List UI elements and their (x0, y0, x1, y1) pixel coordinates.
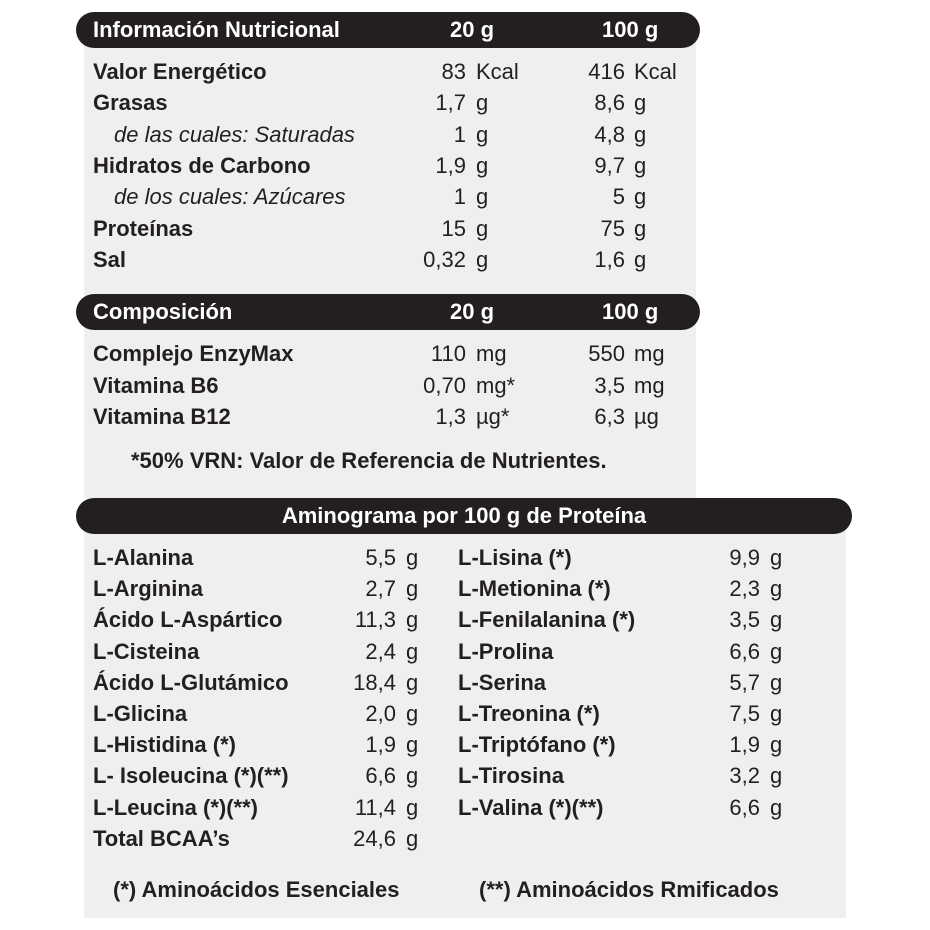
list-item (0, 698, 930, 729)
row-label: de las cuales: Saturadas (114, 121, 355, 147)
row-unit-100g: µg (634, 404, 659, 429)
list-item (0, 760, 930, 791)
row-label: Proteínas (93, 215, 194, 241)
list-item (0, 823, 930, 854)
footnote-branched: (**) Aminoácidos Rmificados (479, 877, 779, 902)
amino-unit: g (406, 576, 419, 602)
amino-unit: g (770, 607, 783, 633)
amino-value: 7,5 (729, 701, 760, 726)
row-unit-20g: g (476, 215, 489, 241)
row-value-20g: 1,3 (435, 404, 466, 429)
row-value-20g: 1,9 (435, 152, 466, 178)
amino-value: 2,0 (365, 701, 396, 726)
amino-value: 6,6 (729, 638, 760, 664)
amino-unit: g (770, 545, 783, 570)
amino-label: L-Serina (458, 669, 547, 695)
amino-unit: g (770, 732, 783, 758)
row-value-100g: 75 (600, 215, 625, 241)
composition-header-bar (76, 294, 700, 330)
row-value-20g: 1,7 (435, 90, 466, 116)
amino-label: L-Fenilalanina (*) (458, 607, 636, 633)
amino-label: L-Cisteina (93, 638, 200, 664)
row-value-100g: 4,8 (594, 121, 625, 147)
amino-label: Total BCAA’s (93, 825, 230, 851)
amino-label: Ácido L-Aspártico (93, 607, 283, 633)
amino-unit: g (406, 794, 419, 820)
row-value-20g: 1 (453, 121, 466, 147)
row-unit-100g: mg (634, 372, 665, 398)
table-row (0, 119, 930, 150)
amino-label: L-Treonina (*) (458, 701, 600, 726)
row-value-100g: 5 (612, 184, 625, 210)
nutrition-header-col1: 20 g (450, 17, 495, 42)
row-label: Valor Energético (93, 59, 267, 84)
row-unit-100g: g (634, 246, 647, 272)
row-unit-20g: g (476, 152, 489, 178)
row-unit-100g: g (634, 184, 647, 210)
amino-unit: g (406, 763, 419, 789)
amino-label: L-Lisina (*) (458, 545, 572, 570)
amino-label: L-Metionina (*) (458, 576, 611, 602)
row-label: Sal (93, 246, 127, 272)
amino-unit: g (406, 607, 419, 633)
amino-label: L-Prolina (458, 638, 554, 664)
row-value-20g: 0,32 (423, 246, 466, 272)
table-row (0, 213, 930, 244)
row-unit-100g: g (634, 121, 647, 147)
row-value-100g: 9,7 (594, 152, 625, 178)
amino-value: 1,9 (729, 732, 760, 758)
amino-label: L- Isoleucina (*)(**) (93, 763, 289, 789)
list-item (0, 636, 930, 667)
table-row (0, 150, 930, 181)
row-unit-100g: g (634, 90, 647, 116)
row-unit-20g: Kcal (476, 59, 519, 84)
row-unit-20g: g (476, 90, 489, 116)
amino-unit: g (770, 794, 783, 820)
amino-value: 11,4 (354, 794, 396, 820)
composition-header-title: Composición (93, 299, 233, 324)
composition-note: *50% VRN: Valor de Referencia de Nutrientes. (131, 448, 607, 473)
footnote-essential: (*) Aminoácidos Esenciales (113, 877, 400, 902)
amino-label: L-Arginina (93, 576, 203, 602)
table-row (0, 56, 930, 87)
amino-unit: g (770, 669, 783, 695)
row-value-20g: 83 (441, 59, 466, 84)
amino-unit: g (406, 825, 419, 851)
amino-unit: g (406, 701, 419, 726)
row-value-100g: 416 (588, 59, 625, 84)
list-item (0, 573, 930, 604)
amino-unit: g (406, 669, 419, 695)
nutrition-header-title: Información Nutricional (93, 17, 340, 42)
row-value-100g: 1,6 (594, 246, 625, 272)
amino-value: 6,6 (729, 794, 760, 820)
amino-unit: g (770, 576, 783, 602)
amino-label: L-Valina (*)(**) (458, 794, 604, 820)
row-value-100g: 6,3 (594, 404, 625, 429)
table-row (0, 370, 930, 401)
row-label: Grasas (93, 90, 168, 116)
amino-value: 2,4 (365, 638, 396, 664)
row-value-100g: 3,5 (594, 372, 625, 398)
amino-value: 24,6 (353, 825, 396, 851)
row-label: de los cuales: Azúcares (114, 184, 346, 210)
list-item (0, 542, 930, 573)
amino-value: 3,5 (729, 607, 760, 633)
nutrition-header-bar (76, 12, 700, 48)
table-row (0, 181, 930, 212)
row-value-20g: 1 (453, 184, 466, 210)
amino-value: 5,7 (729, 669, 760, 695)
row-label: Vitamina B12 (93, 404, 231, 429)
row-unit-100g: g (634, 215, 647, 241)
amino-value: 2,3 (729, 576, 760, 602)
table-row (0, 338, 930, 369)
row-unit-100g: Kcal (634, 59, 677, 84)
table-row (0, 87, 930, 118)
row-unit-20g: µg* (476, 404, 510, 429)
table-row (0, 401, 930, 432)
row-value-20g: 110 (430, 341, 466, 366)
amino-value: 18,4 (353, 669, 396, 695)
amino-value: 9,9 (729, 545, 760, 570)
list-item (0, 604, 930, 635)
row-unit-20g: g (476, 184, 489, 210)
row-label: Hidratos de Carbono (93, 152, 311, 178)
amino-label: L-Triptófano (*) (458, 732, 616, 758)
amino-unit: g (770, 701, 783, 726)
amino-value: 5,5 (365, 545, 396, 570)
row-value-100g: 8,6 (594, 90, 625, 116)
row-unit-20g: g (476, 246, 489, 272)
amino-value: 2,7 (365, 576, 396, 602)
amino-label: L-Leucina (*)(**) (93, 794, 258, 820)
row-unit-20g: mg (476, 341, 507, 366)
composition-header-col2: 100 g (602, 299, 659, 324)
amino-label: L-Tirosina (458, 763, 564, 789)
amino-label: Ácido L-Glutámico (93, 669, 289, 695)
amino-value: 11,3 (354, 607, 396, 633)
amino-value: 6,6 (365, 763, 396, 789)
amino-unit: g (770, 638, 783, 664)
amino-value: 3,2 (729, 763, 760, 789)
composition-header-col1: 20 g (450, 299, 495, 324)
nutrition-header-col2: 100 g (602, 17, 659, 42)
table-row (0, 244, 930, 275)
row-label: Vitamina B6 (93, 372, 219, 398)
amino-value: 1,9 (365, 732, 396, 758)
row-value-20g: 15 (441, 215, 466, 241)
amino-label: L-Alanina (93, 545, 194, 570)
row-unit-100g: g (634, 152, 647, 178)
amino-unit: g (406, 732, 419, 758)
row-label: Complejo EnzyMax (93, 341, 294, 366)
list-item (0, 792, 930, 823)
amino-unit: g (406, 638, 419, 664)
row-value-100g: 550 (588, 341, 625, 366)
amino-unit: g (770, 763, 783, 789)
aminogram-header-title: Aminograma por 100 g de Proteína (281, 503, 647, 528)
aminogram-header-bar (76, 498, 852, 534)
row-unit-100g: mg (634, 341, 665, 366)
list-item (0, 729, 930, 760)
row-unit-20g: g (476, 121, 489, 147)
row-unit-20g: mg* (476, 372, 516, 398)
list-item (0, 667, 930, 698)
amino-label: L-Histidina (*) (93, 732, 236, 758)
row-value-20g: 0,70 (423, 372, 466, 398)
amino-unit: g (406, 545, 419, 570)
amino-label: L-Glicina (93, 701, 188, 726)
